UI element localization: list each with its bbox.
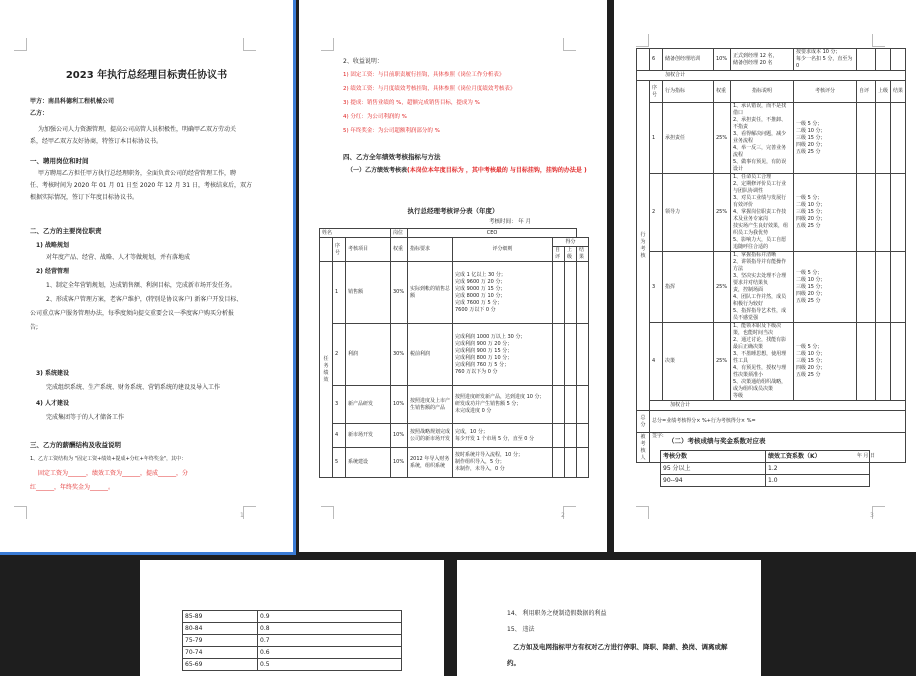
rule-line: 按照进度研发新产品，达到进度 10 分；: [455, 394, 545, 400]
table-cell: 按照战略规划完成公司的新市场开发: [408, 424, 453, 448]
desc-line: 2、承担责任，不推卸、不指责: [733, 117, 787, 130]
desc-line: 1、掌握指标并清晰: [733, 252, 777, 258]
score-cell[interactable]: [553, 424, 565, 448]
score-cell[interactable]: [857, 323, 876, 401]
paragraph-line: 告;: [30, 324, 39, 331]
income-line: 2) 绩效工资：与月度绩效考核挂钩，具体参照《岗位月度绩效考核表》: [343, 86, 516, 92]
table-row: [661, 463, 870, 475]
income-line: 3) 提成：销售业绩的 %，超额完成销售目标，提成为 %: [343, 100, 480, 106]
score-cell[interactable]: [577, 448, 589, 478]
paragraph-line: 14、 利用职务之便制造假数据的利益: [507, 610, 607, 617]
rule-line: 每少一名扣 5 分，直至为 0: [796, 56, 853, 69]
desc-line: 4、掌握岗位职责工作技术及业务专家岗: [733, 209, 787, 222]
table-cell: 25%: [714, 103, 731, 174]
subsection-heading: （一）乙方绩效考核表: [347, 167, 408, 174]
rule-cell: [453, 424, 553, 448]
table-cell: 储备创经理培训: [663, 49, 714, 71]
margin-corner-mark: [14, 506, 27, 519]
table-cell: 0.8: [258, 623, 402, 635]
rule-line: 760 万以下为 0 分: [455, 368, 498, 375]
table-cell: 3: [650, 252, 663, 323]
table-cell: 4: [333, 424, 346, 448]
rule-line: 完成利润 800 万 10 分；: [455, 354, 513, 361]
table-header-cell: 岗位: [391, 229, 408, 238]
desc-cell: [731, 252, 794, 323]
table-header-cell: 绩效工资系数（K）: [766, 451, 870, 463]
document-page-3[interactable]: [614, 0, 916, 552]
table-cell: 决策: [663, 323, 714, 401]
table-cell: 30%: [391, 262, 408, 324]
score-cell[interactable]: [565, 386, 577, 424]
table-header-cell: 序号: [650, 81, 663, 103]
score-cell[interactable]: [577, 324, 589, 386]
desc-cell: [731, 103, 794, 174]
paragraph-line: 甲方聘用乙方担任甲方执行总经理职务，全面负责公司的经营管理工作，聘: [38, 170, 237, 177]
margin-corner-mark: [14, 38, 27, 51]
score-cell[interactable]: [857, 252, 876, 323]
table-header-cell: 上级: [876, 81, 891, 103]
desc-line: 4、举一反三，完善业务流程: [733, 145, 787, 158]
rule-cell: [453, 386, 553, 424]
table-cell: 指挥: [663, 252, 714, 323]
table-cell: 新市场开发: [346, 424, 391, 448]
income-line: 1) 固定工资：与目前职责履行挂钩，具体参照《岗位工作分析表》: [343, 72, 505, 78]
score-cell[interactable]: [553, 386, 565, 424]
assessment-table: [319, 228, 589, 478]
paragraph-line: 对年度产品、经营、战略、人才等做规划，并有落地成: [46, 254, 191, 261]
signature-label: 签字:: [652, 433, 664, 439]
table-cell: 利润: [346, 324, 391, 386]
salary-fill-line: 固定工资为______，绩效工资为______，提成______，分: [38, 470, 189, 477]
desc-line: 等级: [733, 393, 744, 399]
table-title: 执行总经理考核评分表（年度）: [407, 207, 499, 215]
table-cell: 销售额: [346, 262, 391, 324]
paragraph-line: 2、形成客户管理方案，老客户维护，(特别是协议客户) 新客户开发目标、: [46, 296, 243, 303]
table-row: [320, 386, 589, 424]
list-heading: 2) 经营管理: [36, 268, 70, 275]
score-cell[interactable]: [891, 49, 906, 71]
table-cell: 2: [650, 174, 663, 252]
page-number: 3: [870, 512, 874, 519]
page-number: 2: [561, 512, 565, 519]
subtotal-cell: 加权合计: [650, 401, 906, 411]
desc-line: 技实场产生良好效果，组织员工为我优势: [733, 223, 789, 236]
table-row: [637, 174, 906, 252]
table-cell: 25%: [714, 174, 731, 252]
table-header-cell: 姓名: [320, 229, 391, 238]
table-row: [637, 103, 906, 174]
table-row: [183, 611, 402, 623]
table-cell: 70-74: [183, 647, 258, 659]
income-line: 4) 分红：为公司利润的 %: [343, 114, 407, 120]
rule-line: 完成，10 分；: [455, 428, 488, 435]
scale-line: 三级 15 分；: [796, 209, 826, 215]
table-cell: 2: [333, 324, 346, 386]
table-header-cell: 自评: [553, 247, 565, 262]
scale-line: 三级 15 分；: [796, 358, 826, 364]
table-cell: 承担责任: [663, 103, 714, 174]
list-heading: 1) 战略规划: [36, 242, 70, 249]
table-cell: 0.9: [258, 611, 402, 623]
rule-line: 未完成进度 0 分: [455, 408, 492, 414]
table-row: [637, 252, 906, 323]
table-cell: 0.7: [258, 635, 402, 647]
score-cell[interactable]: [891, 103, 906, 174]
score-scale-cell: [794, 103, 857, 174]
score-scale-cell: [794, 174, 857, 252]
desc-cell: [731, 323, 794, 401]
section-heading: 三、乙方的薪酬结构及收益说明: [30, 441, 121, 449]
table-header-cell: 指标要求: [408, 238, 453, 262]
document-page-4[interactable]: [140, 560, 444, 676]
desc-line: 2、通过讨论，找能有影最后正确决策: [733, 337, 787, 350]
score-cell[interactable]: [577, 262, 589, 324]
table-cell: 25%: [714, 252, 731, 323]
table-header-cell: 权重: [714, 81, 731, 103]
table-cell: 85-89: [183, 611, 258, 623]
score-cell[interactable]: [577, 424, 589, 448]
table-header-cell: 评分细则: [453, 238, 553, 262]
score-cell[interactable]: [876, 323, 891, 401]
total-formula-cell: 总分=业绩考核得分× %+行为考核得分× %=: [650, 411, 906, 433]
scale-line: 一级 5 分；: [796, 269, 823, 276]
table-cell: 75-79: [183, 635, 258, 647]
desc-cell: [731, 174, 794, 252]
scale-line: 三级 15 分；: [796, 283, 826, 290]
table-date: 考核时间： 年 月: [489, 219, 531, 225]
table-header-cell: 指标说明: [731, 81, 794, 103]
table-row: [183, 623, 402, 635]
rule-cell: [453, 448, 553, 478]
table-cell: 5: [333, 448, 346, 478]
desc-line: 1、能领本职及下级决策，也能时间当决: [733, 323, 782, 336]
table-header-cell: 考核分数: [661, 451, 766, 463]
score-scale-cell: [794, 323, 857, 401]
score-cell[interactable]: [891, 323, 906, 401]
table-header-cell: 序号: [333, 238, 346, 262]
list-heading: 4) 人才建设: [36, 400, 70, 407]
table-cell: 3: [333, 386, 346, 424]
margin-corner-mark: [243, 38, 256, 51]
score-cell[interactable]: [553, 324, 565, 386]
rule-line: 正式到经理 12 名，: [733, 52, 778, 59]
table-cell: [637, 49, 650, 71]
table-cell: 1.0: [766, 475, 870, 487]
table-cell: 2012 年导入财务系统，组织系统: [408, 448, 453, 478]
table-cell: 税前利润: [408, 324, 453, 386]
table-header-cell: 自评: [857, 81, 876, 103]
table-cell: [794, 49, 857, 71]
scale-line: 三级 15 分；: [796, 134, 826, 141]
table-cell: 系统建设: [346, 448, 391, 478]
assessment-note: [347, 166, 597, 176]
behavior-table: [636, 48, 906, 463]
table-row: [637, 323, 906, 401]
score-cell[interactable]: [577, 386, 589, 424]
document-page-1[interactable]: [0, 0, 293, 552]
score-cell[interactable]: [565, 324, 577, 386]
desc-line: 1、承认错误，而不是找借口: [733, 103, 787, 116]
rule-line: 研发成功并产生销售额 5 分；: [455, 401, 522, 407]
table-cell: 30%: [391, 324, 408, 386]
table-row: [637, 49, 906, 71]
table-cell: 1.2: [766, 463, 870, 475]
paragraph-line: 任、考核时间为 2020 年 01 月 01 日至 2020 年 12 月 31 日，考核结束后，双方: [30, 182, 252, 189]
score-cell[interactable]: [891, 174, 906, 252]
table-cell: 1: [333, 262, 346, 324]
table-cell: 领导力: [663, 174, 714, 252]
rule-cell: [453, 262, 553, 324]
score-cell[interactable]: [857, 103, 876, 174]
scale-line: 二级 10 分；: [796, 276, 826, 283]
document-page-2[interactable]: [299, 0, 607, 552]
score-cell[interactable]: [891, 252, 906, 323]
table-cell: 25%: [714, 323, 731, 401]
scale-line: 一级 5 分；: [796, 120, 823, 127]
score-cell[interactable]: [553, 262, 565, 324]
desc-line: 2、讲领指导并有能操作方法: [733, 259, 787, 272]
rule-line: 按时系统并导入流程，10 分；: [455, 452, 523, 458]
table-cell: 10%: [391, 386, 408, 424]
subtotal-cell: 加权合计: [637, 71, 906, 81]
table-cell: 新产品研发: [346, 386, 391, 424]
income-line: 5) 年终奖金：为公司超额利润部分的 %: [343, 128, 440, 134]
page-title: 2023 年执行总经理目标责任协议书: [65, 70, 228, 81]
table-header-cell: 结果: [891, 81, 906, 103]
paragraph-line: 约。: [507, 659, 520, 667]
paragraph-line: 系，经甲乙双方友好协商，特签订本目标协议书。: [30, 138, 163, 145]
rule-line: 完成利润 760 万 5 分；: [455, 361, 510, 368]
scale-line: 一级 5 分；: [796, 195, 823, 201]
score-scale-cell: [794, 252, 857, 323]
paragraph-line: 公司重点客户服务管理办法，每季度须向提交重要会议一季度客户购买分析报: [30, 310, 235, 317]
salary-fill-line: 红______，年终奖金为______。: [30, 484, 115, 491]
group-label-cell: 任务绩效: [320, 262, 333, 478]
section-heading: 四、乙方全年绩效考核指标与方法: [343, 153, 441, 161]
desc-line: 3、对员工业绩与发展行有效评价: [733, 195, 787, 208]
desc-line: 4、有预见性，授权与理性决策须准小: [733, 365, 787, 378]
margin-corner-mark: [321, 38, 334, 51]
table-row: [183, 659, 402, 671]
rule-line: 完成 7600 万 5 分；: [455, 299, 503, 306]
rule-line: 7600 万以下 0 分: [455, 306, 496, 313]
total-label-cell: 总分: [637, 411, 650, 433]
paragraph-line: 根据实际情况，签订下年度目标协议书。: [30, 194, 139, 201]
paragraph-line: 乙方如及电网指标甲方有权对乙方进行停职、降职、降薪、换岗、调离或解: [513, 643, 728, 651]
table-cell: 10%: [391, 448, 408, 478]
margin-corner-mark: [321, 506, 334, 519]
desc-line: 5、影响力大，员工自愿追随呼往合适的: [733, 237, 787, 250]
section-heading: 二、乙方的主要岗位职责: [30, 227, 102, 235]
desc-line: 3、看得解决问题，减少业务流程: [733, 131, 787, 144]
table-header-cell: 权重: [391, 238, 408, 262]
rule-line: 完成利润 1000 万以上 30 分；: [455, 333, 526, 340]
table-row: [320, 448, 589, 478]
desc-line: 3、坚决实去处理不合理要求并对结果负: [733, 273, 787, 286]
table-header-cell: 上级: [565, 247, 577, 262]
desc-line: 责，控制场面: [733, 287, 764, 293]
section-heading: 一、聘用岗位和时间: [30, 157, 89, 165]
table-cell: 80-84: [183, 623, 258, 635]
scale-line: 四级 20 分；: [796, 141, 826, 148]
party-a: 甲方：南昌科德利工程机械公司: [30, 98, 115, 105]
coefficient-table-continued: [182, 610, 402, 671]
margin-corner-mark: [563, 38, 576, 51]
table-cell: 1: [650, 103, 663, 174]
scale-line: 四级 20 分；: [796, 365, 826, 371]
party-b: 乙方：: [30, 110, 49, 117]
desc-line: 2、定期修评价员工行业与团队协调性: [733, 181, 787, 194]
table-cell: 实际到帐的销售总额: [408, 262, 453, 324]
table-cell: 0.5: [258, 659, 402, 671]
table-cell: 90--94: [661, 475, 766, 487]
table-cell: [731, 49, 794, 71]
rule-line: 完成 8000 万 10 分；: [455, 292, 506, 299]
rule-line: 完成 9000 万 15 分；: [455, 285, 506, 292]
list-heading: 3) 系统建设: [36, 370, 70, 377]
desc-line: 1、任命员工合理: [733, 174, 772, 180]
table-header-cell: 行为指标: [663, 81, 714, 103]
target-note: (本岗位本年度目标为 ，其中考核最的 与目标挂钩，挂钩的办法是 ): [407, 167, 587, 174]
rule-cell: [453, 324, 553, 386]
desc-line: 5、做事有预见，有防误设计: [733, 159, 787, 172]
table-row: [320, 324, 589, 386]
scale-line: 二级 10 分；: [796, 351, 826, 357]
table-header-cell: [320, 238, 333, 262]
margin-corner-mark: [243, 506, 256, 519]
scale-line: 一级 5 分；: [796, 344, 823, 350]
section-heading: （二）考核成绩与奖金系数对应表: [668, 437, 766, 445]
rule-line: 每少开发 1 个市场 5 分，直至 0 分: [455, 435, 535, 442]
score-cell[interactable]: [857, 49, 876, 71]
paragraph-line: 完成集团等于的人才储备工作: [46, 414, 125, 421]
score-cell[interactable]: [857, 174, 876, 252]
desc-line: 4、团队工作并然，成员积极行为较好: [733, 294, 787, 307]
score-cell[interactable]: [876, 103, 891, 174]
scale-line: 四级 20 分；: [796, 216, 826, 222]
table-cell: 6: [650, 49, 663, 71]
score-cell[interactable]: [553, 448, 565, 478]
table-row: [320, 424, 589, 448]
scale-line: 五级 25 分: [796, 223, 821, 229]
paragraph-line: 2、收益说明：: [343, 58, 383, 65]
paragraph-line: 完成组织系统、生产系统、财务系统、营销系统的建设及导入工作: [46, 384, 221, 391]
scale-line: 五级 25 分: [796, 297, 821, 304]
rule-line: 完成 1 亿以上 30 分；: [455, 271, 506, 278]
paragraph-line: 1、制定全年营销规划，达成销售额、利润目标，完成新市场开发任务。: [46, 282, 236, 289]
margin-corner-mark: [872, 34, 885, 47]
table-cell: 10%: [391, 424, 408, 448]
rule-line: 储备创经理 20 名: [733, 59, 773, 66]
scale-line: 四级 20 分；: [796, 290, 826, 297]
rule-line: 完成 9600 万 20 分；: [455, 278, 506, 285]
table-header-cell: 考核项目: [346, 238, 391, 262]
table-row: [661, 475, 870, 487]
rule-line: 未制作，未导入，0 分: [455, 466, 505, 472]
table-cell: 4: [650, 323, 663, 401]
table-cell: 65-69: [183, 659, 258, 671]
score-cell[interactable]: [565, 262, 577, 324]
score-cell[interactable]: [565, 448, 577, 478]
paragraph-line: 1、乙方工资结构为 "固定工资+绩效+提成+分红+年终奖金"，其中：: [30, 456, 187, 462]
scale-line: 五级 25 分: [796, 372, 821, 378]
table-cell: 按照进度及上市产生销售额的产品: [408, 386, 453, 424]
scale-line: 二级 10 分；: [796, 202, 826, 208]
desc-line: 3、不墨睡思想，使用理性工具: [733, 351, 787, 364]
table-row: [320, 262, 589, 324]
page-number: 1: [240, 512, 244, 519]
table-row: [183, 635, 402, 647]
table-cell: 10%: [714, 49, 731, 71]
scale-line: 五级 25 分: [796, 148, 821, 155]
margin-corner-mark: [636, 506, 649, 519]
signature-date: 年 月 日: [856, 453, 875, 459]
table-row: [183, 647, 402, 659]
table-header-cell: 结果: [577, 247, 589, 262]
score-cell[interactable]: [565, 424, 577, 448]
table-header-cell: CEO: [408, 229, 577, 238]
score-cell[interactable]: [876, 174, 891, 252]
rule-line: 完成利润 900 万 20 分；: [455, 340, 513, 347]
signer-label-cell: 被考核人: [637, 433, 650, 463]
desc-line: 5、决策通给组织战略，或为组织成员决策: [733, 379, 787, 392]
desc-line: 5、指挥指导艺术性，成员不感觉强: [733, 308, 787, 321]
table-header-cell: 得分: [553, 238, 589, 247]
document-page-5[interactable]: [457, 560, 761, 676]
rule-line: 按要求成本 10 分；: [796, 49, 841, 55]
group-label-cell: 行为考核: [637, 81, 650, 411]
margin-corner-mark: [636, 34, 649, 47]
rule-line: 完成利润 900 万 15 分；: [455, 347, 513, 354]
score-cell[interactable]: [876, 252, 891, 323]
rule-line: 制作组织导入，5 分；: [455, 459, 505, 465]
paragraph-line: 15、 违法: [507, 626, 535, 633]
table-header-cell: 考核评分: [794, 81, 857, 103]
score-cell[interactable]: [876, 49, 891, 71]
coefficient-table: [660, 450, 870, 487]
table-cell: 0.6: [258, 647, 402, 659]
table-cell: 95 分以上: [661, 463, 766, 475]
scale-line: 二级 10 分；: [796, 127, 826, 134]
paragraph-line: 为加强公司人力资源管理，提高公司高管人员积极性，明确甲乙双方劳动关: [38, 126, 237, 133]
